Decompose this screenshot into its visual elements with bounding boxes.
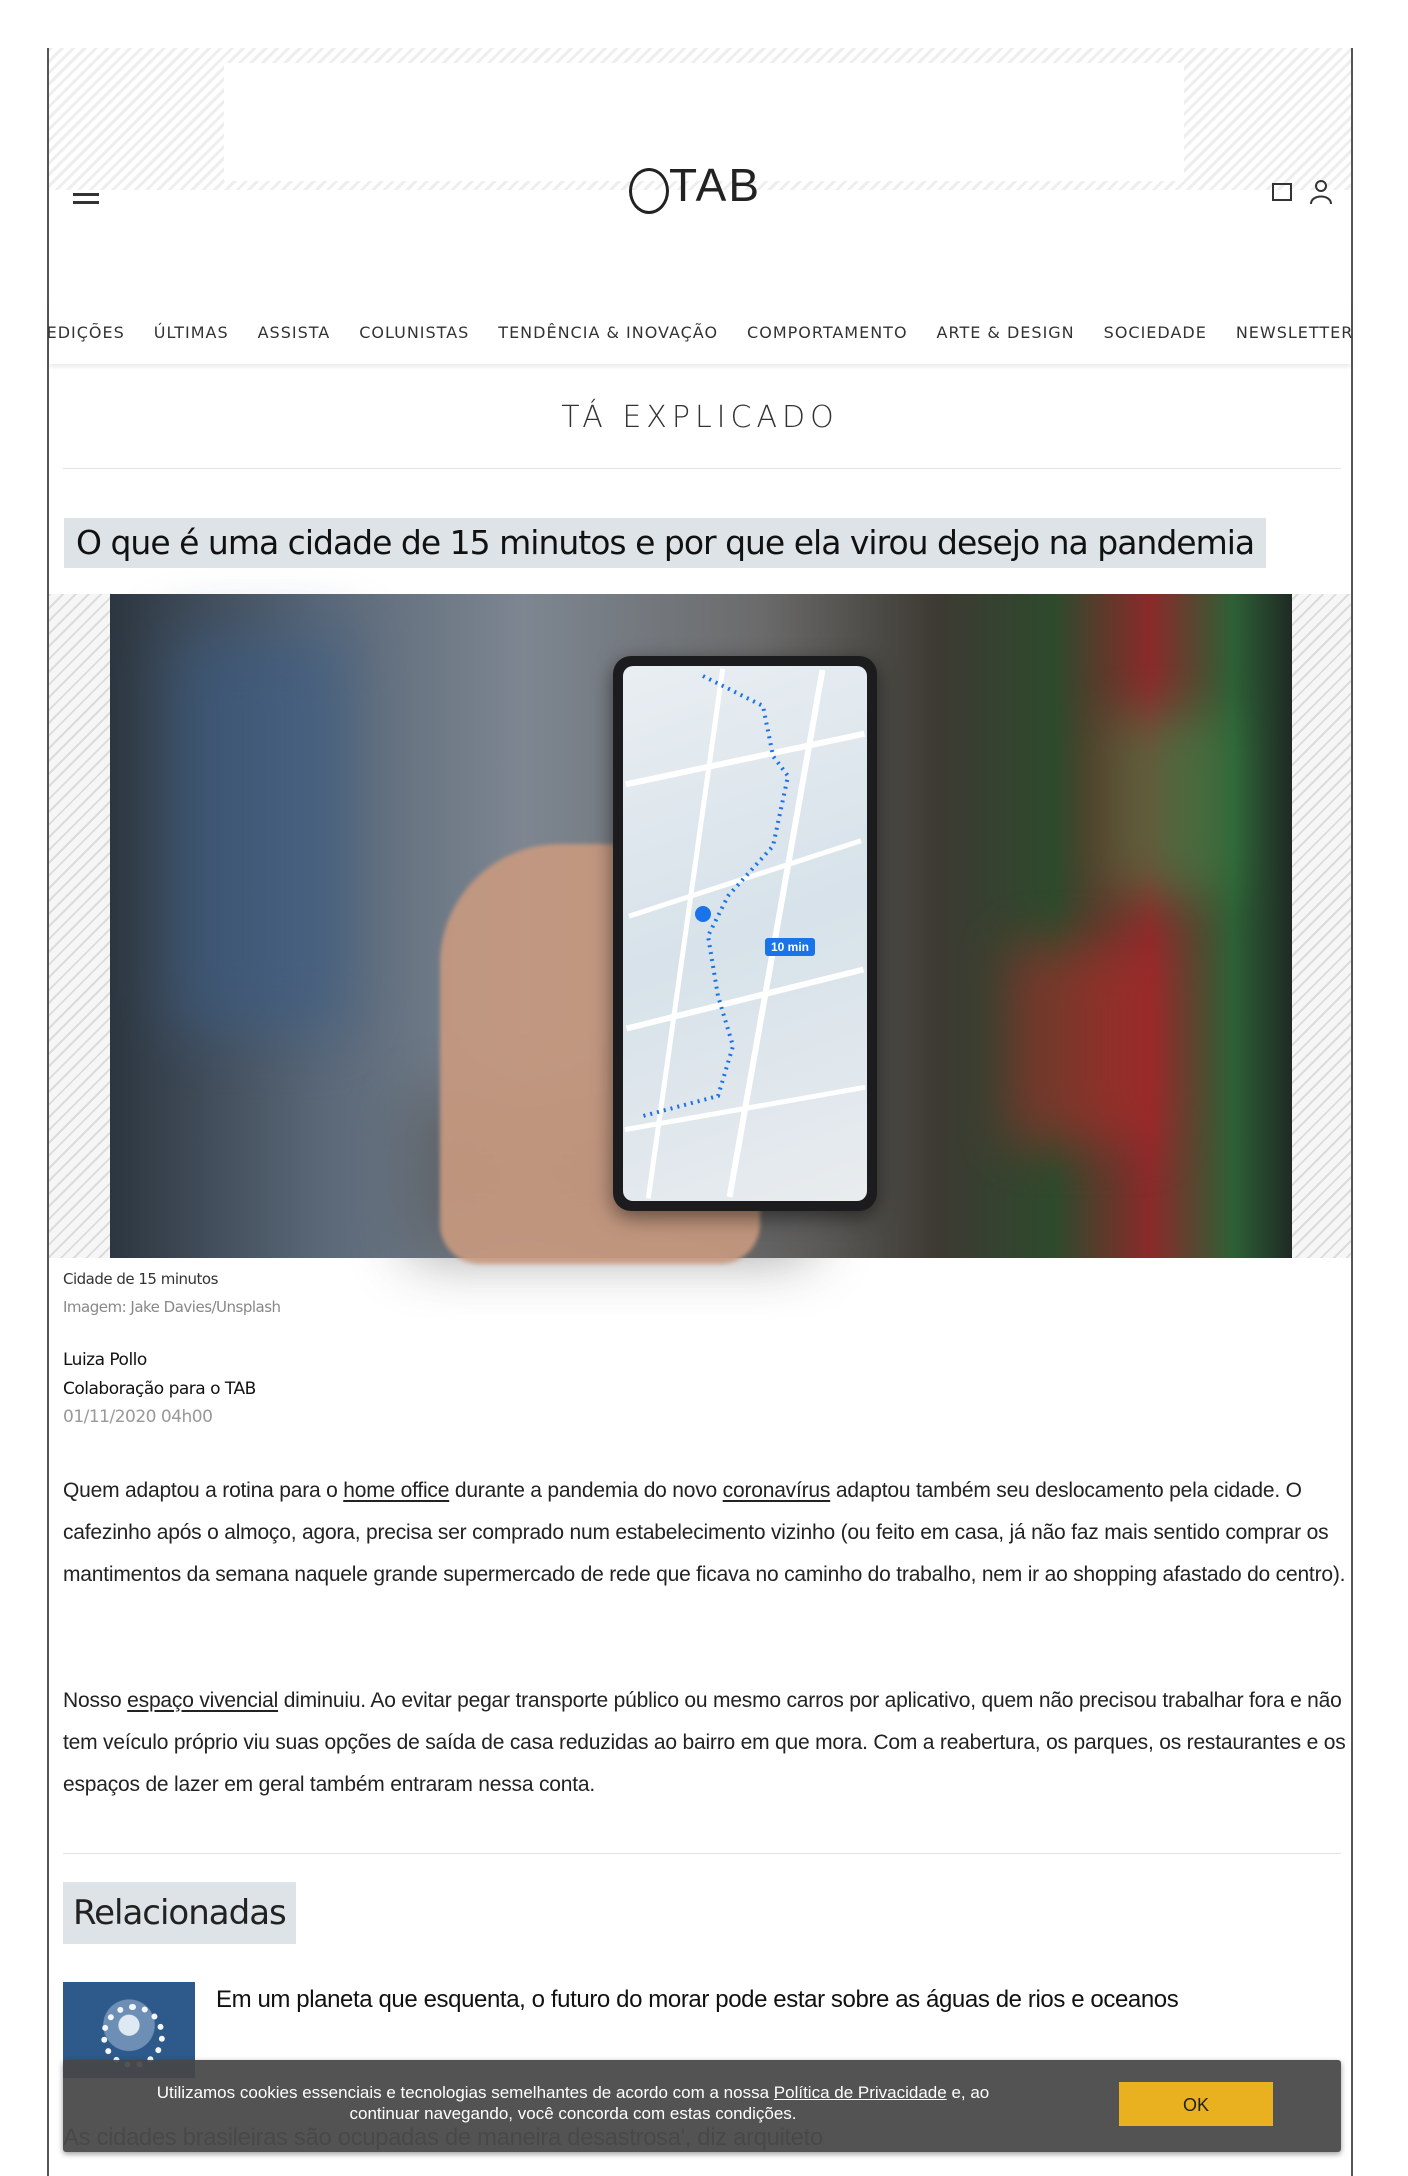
publish-date: 01/11/2020 04h00 <box>63 1407 213 1427</box>
nav-arte-design[interactable]: ARTE & DESIGN <box>936 322 1075 342</box>
nav-edicoes[interactable]: EDIÇÕES <box>46 322 125 342</box>
nav-newsletter[interactable]: NEWSLETTER <box>1235 322 1354 342</box>
site-logo[interactable] <box>629 159 769 216</box>
author-name[interactable]: Luiza Pollo <box>63 1350 147 1370</box>
logo-mark-icon <box>629 168 669 214</box>
related-item-1[interactable]: Em um planeta que esquenta, o futuro do morar pode estar sobre as águas de rios e oceanos <box>216 1986 1179 2013</box>
hero-image-container <box>49 594 1351 1258</box>
divider <box>63 1853 1341 1854</box>
divider <box>63 468 1341 469</box>
nav-colunistas[interactable]: COLUNISTAS <box>359 322 470 342</box>
link-coronavirus[interactable]: coronavírus <box>722 1479 831 1502</box>
image-caption: Cidade de 15 minutos <box>63 1270 218 1288</box>
phone-shape <box>613 656 877 1211</box>
menu-icon[interactable] <box>73 193 99 209</box>
nav-sociedade[interactable]: SOCIEDADE <box>1103 322 1207 342</box>
map-screen <box>623 666 867 1201</box>
author-role: Colaboração para o TAB <box>63 1379 256 1399</box>
user-icon[interactable] <box>1309 180 1333 204</box>
privacy-policy-link[interactable]: Política de Privacidade <box>773 2083 947 2102</box>
main-nav <box>46 300 1354 364</box>
hero-image <box>110 594 1292 1258</box>
nav-comportamento[interactable]: COMPORTAMENTO <box>747 322 908 342</box>
link-espaco-vivencial[interactable]: espaço vivencial <box>127 1689 279 1712</box>
logo-text: TAB <box>669 159 762 211</box>
link-home-office[interactable]: home office <box>343 1479 450 1502</box>
cookie-text: Utilizamos cookies essenciais e tecnologias semelhantes de acordo com a nossa Política de Privacidade e, ao continuar navegando, você concorda com estas condições. <box>156 2083 990 2123</box>
nav-tendencia-inovacao[interactable]: TENDÊNCIA & INOVAÇÃO <box>498 322 719 342</box>
bag-icon[interactable] <box>1271 180 1293 202</box>
cookie-ok-button[interactable]: OK <box>1119 2082 1273 2126</box>
page-frame <box>47 48 1353 2176</box>
article-paragraph-2: Nosso espaço vivencial diminuiu. Ao evitar pegar transporte público ou mesmo carros por aplicativo, quem não precisou trabalhar fora e não tem veículo próprio viu suas opções de saída de casa reduzidas ao bairro em que mora. Com a reabertura, os parques, os restaurantes e os espaços de lazer em geral também entraram nessa conta. <box>63 1689 1346 1796</box>
related-heading: Relacionadas <box>63 1882 296 1944</box>
nav-ultimas[interactable]: ÚLTIMAS <box>153 322 229 342</box>
route-time-chip: 10 min <box>765 938 815 956</box>
nav-assista[interactable]: ASSISTA <box>257 322 331 342</box>
article-paragraph-1: Quem adaptou a rotina para o home office durante a pandemia do novo coronavírus adaptou também seu deslocamento pela cidade. O cafezinho após o almoço, agora, precisa ser comprado num estabelecimento vizinho (ou feito em casa, já não faz mais sentido comprar os mantimentos da semana naquele grande supermercado de rede que ficava no caminho do trabalho, nem ir ao shopping afastado do centro). <box>63 1479 1346 1586</box>
article-headline: O que é uma cidade de 15 minutos e por que ela virou desejo na pandemia <box>64 518 1266 568</box>
section-title[interactable]: TÁ EXPLICADO <box>561 400 839 435</box>
cookie-banner <box>63 2060 1341 2152</box>
image-credit: Imagem: Jake Davies/Unsplash <box>63 1298 281 1316</box>
